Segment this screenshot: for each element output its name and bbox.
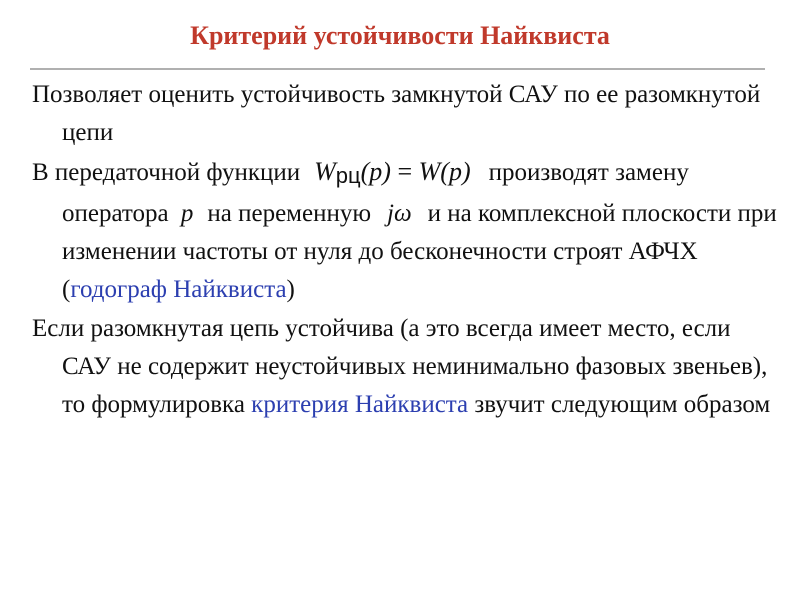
paragraph-2-close: ) [286, 276, 295, 303]
operator-p: p [180, 200, 194, 227]
paragraph-3 [32, 310, 780, 424]
slide-body [32, 76, 780, 424]
paragraph-3-end: звучит следующим образом [474, 391, 771, 418]
paragraph-1 [32, 76, 780, 152]
formula-arg1: (p) [360, 157, 391, 186]
paragraph-3-text: Если разомкнутая цепь устойчива (а это всегда имеет место, если САУ не содержит неустойчивых неминимально фазовых звеньев), то формулировка [32, 315, 768, 418]
paragraph-2-end: и на комплексной плоскости при изменении частоты от нуля до бесконечности строят АФЧХ ( [62, 200, 777, 303]
formula-subscript: рц [335, 163, 361, 188]
formula-equals: = [390, 157, 419, 186]
transfer-function-formula [314, 153, 471, 195]
formula-w2: W [418, 157, 441, 186]
nyquist-hodograph-link[interactable]: годограф Найквиста [70, 276, 287, 303]
paragraph-2-middle: на переменную [207, 200, 372, 227]
paragraph-2-intro: В передаточной функции [32, 159, 301, 186]
slide-title: Критерий устойчивости Найквиста [190, 21, 610, 50]
formula-arg2: (p) [440, 157, 471, 186]
title-divider [30, 68, 765, 70]
paragraph-1-text: Позволяет оценить устойчивость замкнутой САУ по ее разомкнутой цепи [32, 81, 761, 146]
nyquist-criterion-link[interactable]: критерия Найквиста [251, 391, 469, 418]
formula-w1: W [314, 157, 336, 186]
paragraph-2 [32, 153, 780, 309]
paragraph-2-after: производят замену оператора [62, 159, 689, 227]
variable-jw: jω [387, 200, 412, 227]
